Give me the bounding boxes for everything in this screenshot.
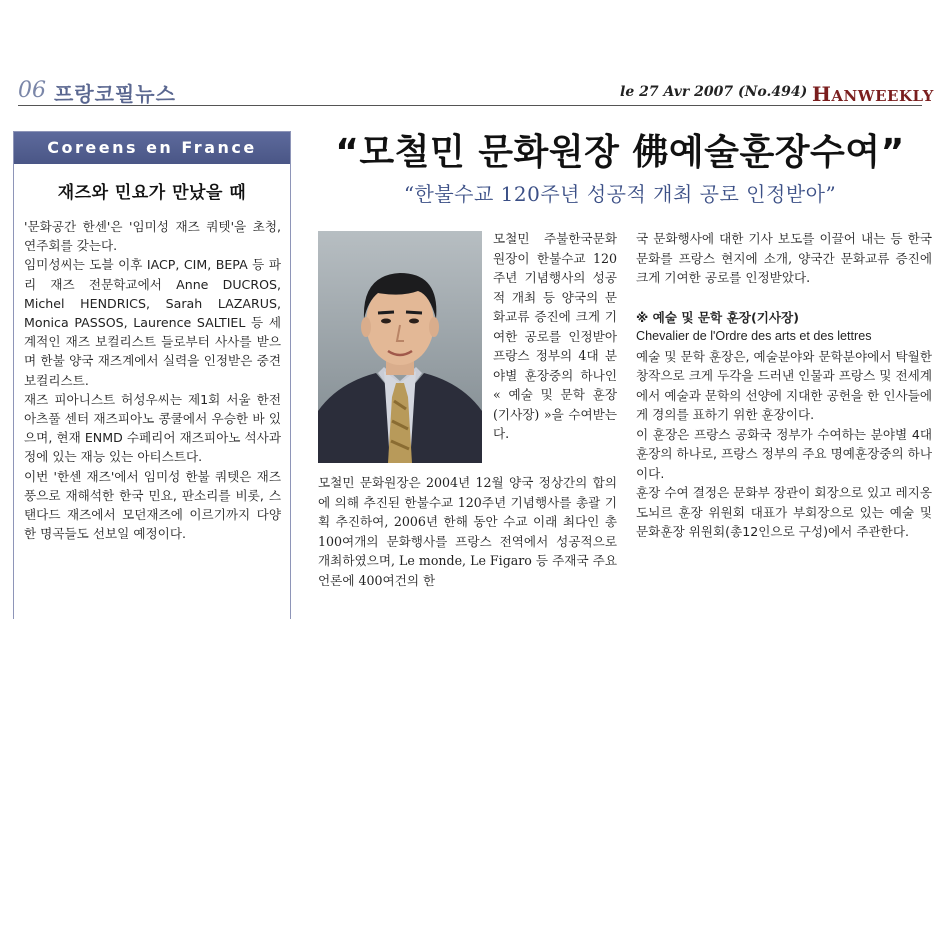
- sidebar-box: [13, 131, 291, 619]
- article-headline: “모철민 문화원장 佛예술훈장수여”: [335, 132, 905, 173]
- article-paragraph: 예술 및 문학 훈장은, 예술분야와 문학분야에서 탁월한 창작으로 크게 두각을 드러낸 인물과 프랑스 및 전세계에서 예술과 문학의 선양에 지대한 공헌을 한 인사들에게 경의를 표하기 위한 훈장이다.: [636, 348, 932, 422]
- sidebar-paragraph: '문화공간 한센'은 '임미성 재즈 쿼텟'을 초청, 연주회를 갖는다.: [24, 219, 281, 254]
- page-number: 06: [18, 78, 46, 103]
- issue-date: le 27 Avr 2007 (No.494): [620, 84, 808, 100]
- sidebar-paragraph: 임미성씨는 도블 이후 IACP, CIM, BEPA 등 파리 재즈 전문학교에서 Anne DUCROS, Michel HENDRICS, Sarah LAZARUS, Monica PASSOS, Laurence SALTIEL 등 세계적인 재즈 보컬리스트 들로부터 사사를 받으며 한불 양국 재즈계에서 실력을 인정받은 중견 보컬리스트.: [24, 257, 281, 388]
- article-paragraph: 이 훈장은 프랑스 공화국 정부가 수여하는 분야별 4대 훈장의 하나로, 프랑스 정부의 주요 명예훈장중의 하나이다.: [636, 426, 932, 481]
- portrait-illustration: [318, 231, 482, 463]
- sidebar-title: 재즈와 민요가 만났을 때: [57, 183, 247, 203]
- newspaper-logo: [812, 82, 934, 106]
- article-paragraph: 국 문화행사에 대한 기사 보도를 이끌어 내는 등 한국 문화를 프랑스 현지에 소개, 양국간 문화교류 증진에 크게 기여한 공로를 인정받았다.: [636, 231, 932, 285]
- sidebar-paragraph: 재즈 피아니스트 허성우씨는 제1회 서울 한전 아츠풀 센터 재즈피아노 콩쿨에서 우승한 바 있으며, 현재 ENMD 수페리어 재즈피아노 석사과정에 있는 재능 있는 아티스트다.: [24, 391, 281, 465]
- section-title: 프랑코필뉴스: [54, 82, 176, 106]
- award-french-name: Chevalier de l'Ordre des arts et des lettres: [636, 329, 872, 343]
- sidebar-header: Coreens en France: [14, 132, 290, 164]
- article-text-column-bottom: 모철민 문화원장은 2004년 12월 양국 정상간의 합의에 의해 추진된 한불수교 120주년 기념행사를 총괄 기획 추진하여, 2006년 한해 동안 수교 이래 최다인 총 100여개의 문화행사를 프랑스 전역에서 성공적으로 개최하였으며, Le monde, Le Figaro 등 주재국 주요 언론에 400여건의 한: [318, 475, 617, 588]
- newspaper-logo-rest: ANWEEKLY: [831, 87, 934, 105]
- award-subheading: ※ 예술 및 문학 훈장(기사장): [636, 309, 799, 325]
- masthead: [18, 76, 934, 106]
- sidebar-paragraph: 이번 '한센 재즈'에서 임미성 한불 쿼텟은 재즈 풍으로 재해석한 한국 민요, 판소리를 비롯, 스탠다드 재즈에서 모던재즈에 이르기까지 다양한 명곡들도 선보일 예정이다.: [24, 468, 281, 542]
- portrait-photo: [318, 231, 482, 463]
- article-text-column-top: 모철민 주불한국문화원장이 한불수교 120주년 기념행사의 성공적 개최 등 양국의 문화교류 증진에 크게 기여한 공로를 인정받아 프랑스 정부의 4대 분야별 훈장중의 하나인 « 예술 및 문학 훈장(기사장) »을 수여받는다.: [493, 231, 617, 441]
- article-text-column-right: [636, 229, 932, 542]
- newspaper-logo-initial: H: [812, 82, 832, 106]
- sidebar-body: [14, 217, 290, 543]
- article-paragraph: 훈장 수여 결정은 문화부 장관이 회장으로 있고 레지옹도뇌르 훈장 위원회 대표가 부회장으로 있는 예술 및 문화훈장 위원회(총12인으로 구성)에서 주관한다.: [636, 485, 932, 539]
- article-subheadline: “한불수교 120주년 성공적 개최 공로 인정받아”: [403, 182, 837, 206]
